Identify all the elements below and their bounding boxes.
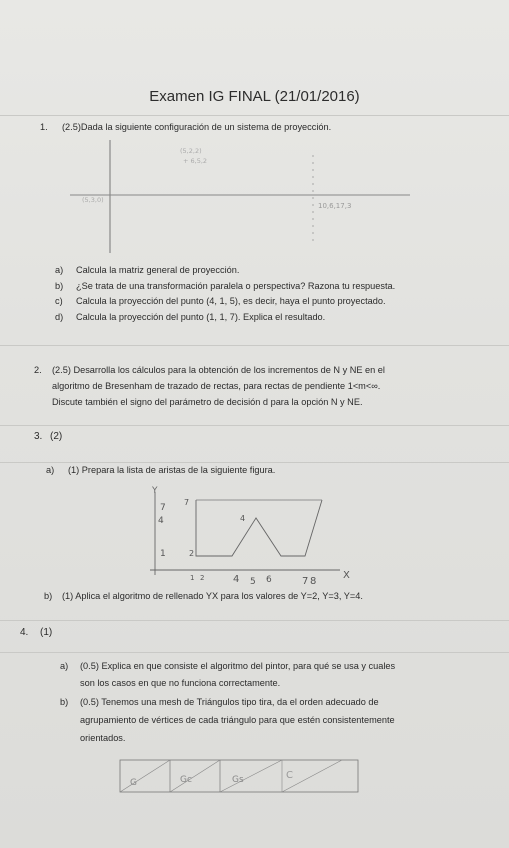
q1-item-b-text: ¿Se trata de una transformación paralela o perspectiva? Razona tu respuesta. [76,281,396,291]
y-tick-label: 4 [158,516,164,526]
y-tick-label: 7 [160,503,166,513]
q4-a-line-1: (0.5) Explica en que consiste el algoritmo del pintor, para qué se usa y cuales [80,661,396,671]
mesh-label: G [130,778,137,788]
q4-a-key: a) [60,661,69,671]
x-tick-label: 5 [250,577,256,587]
x-tick-label: 8 [310,576,317,587]
q2-number: 2. [34,365,42,375]
q1-item-a-text: Calcula la matriz general de proyección. [76,265,240,275]
mesh-label: Gs [232,775,244,785]
q1-text: (2.5)Dada la siguiente configuración de un sistema de proyección. [62,122,332,132]
q4-b-key: b) [60,697,69,707]
q3-score: (2) [50,431,63,442]
diagram-label-top: (5,2,2) [180,147,202,155]
q4-score: (1) [40,627,53,638]
x-tick-label: 1 [190,574,195,582]
q4-b-line-2: agrupamiento de vértices de cada triángulo para que estén consistentemente [80,715,395,725]
q3-a-text: (1) Prepara la lista de aristas de la siguiente figura. [68,465,276,475]
q1-number: 1. [40,122,48,132]
diagram-label-left: (5,3,0) [82,196,104,204]
q3-number: 3. [34,431,43,442]
point-label: 7 [184,498,190,507]
q1-item-d-key: d) [55,312,64,322]
q1-item-d-text: Calcula la proyección del punto (1, 1, 7). Explica el resultado. [76,312,326,322]
q1-item-b-key: b) [55,281,64,291]
q2-line-3: Discute también el signo del parámetro de decisión d para la opción N y NE. [52,397,363,407]
x-tick-label: 2 [200,574,205,582]
q1-item-a-key: a) [55,265,64,275]
diagram-label-right: 10,6,17,3 [318,202,352,210]
q3-b-key: b) [44,591,53,601]
x-tick-label: 4 [233,574,240,585]
q3-b-text: (1) Aplica el algoritmo de rellenado YX para los valores de Y=2, Y=3, Y=4. [62,591,363,601]
q3-a-key: a) [46,465,55,475]
q1-item-c-text: Calcula la proyección del punto (4, 1, 5), es decir, haya el punto proyectado. [76,296,386,306]
point-label: 4 [240,514,246,523]
mesh-label: Gc [180,775,192,785]
mesh-label: C [286,770,293,781]
exam-title: Examen IG FINAL (21/01/2016) [149,88,360,105]
x-tick-label: 6 [266,575,272,585]
y-axis-label: Y [152,486,158,496]
point-label: 2 [189,549,195,558]
q4-b-line-1: (0.5) Tenemos una mesh de Triángulos tipo tira, da el orden adecuado de [80,697,379,707]
q2-line-1: (2.5) Desarrolla los cálculos para la obtención de los incrementos de N y NE en el [52,365,385,375]
q2-line-2: algoritmo de Bresenham de trazado de rectas, para rectas de pendiente 1<m<∞. [52,381,381,391]
x-tick-label: 7 [302,576,309,587]
q4-b-line-3: orientados. [80,733,126,743]
q4-a-line-2: son los casos en que no funciona correctamente. [80,678,281,688]
q4-number: 4. [20,627,29,638]
q1-item-c-key: c) [55,296,63,306]
diagram-label-top2: + 6,5,2 [183,157,208,165]
y-tick-label: 1 [160,549,166,559]
x-axis-label: X [343,570,350,581]
